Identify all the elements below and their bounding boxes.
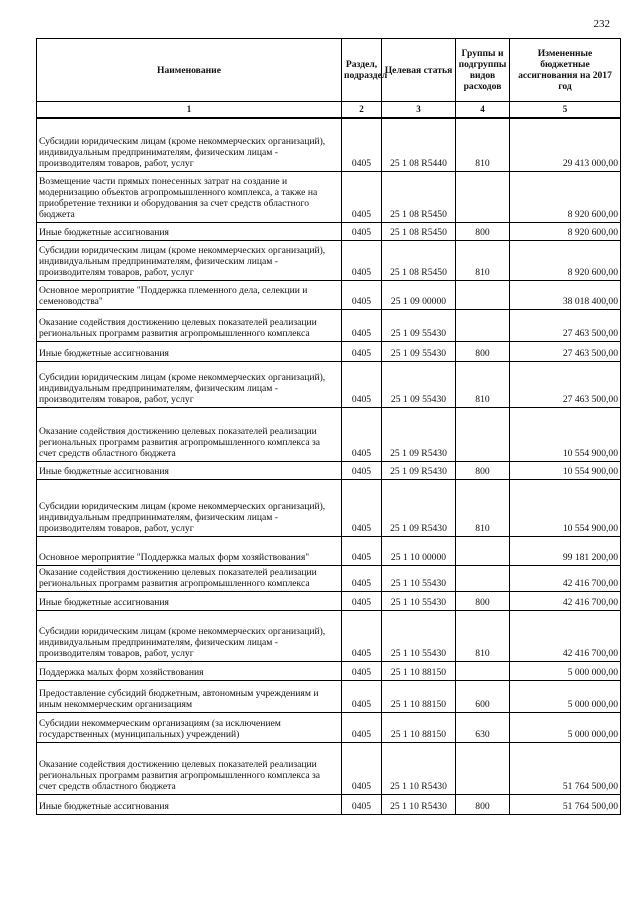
table-row: [37, 361, 621, 407]
cell-group: 800: [456, 591, 510, 610]
cell-amount: 99 181 200,00: [510, 536, 621, 565]
cell-group: 810: [456, 240, 510, 280]
cell-group: [456, 536, 510, 565]
cell-section: 0405: [342, 461, 382, 479]
cell-name: Поддержка малых форм хозяйствования: [37, 661, 342, 680]
header-amount: Измененные бюджетные ассигнования на 2017 год: [510, 39, 621, 102]
table-row: [37, 591, 621, 610]
cell-name: Оказание содействия достижению целевых показателей реализации региональных программ развития агропромышленного комплекса: [37, 309, 342, 341]
cell-target: 25 1 08 R5440: [382, 118, 456, 171]
cell-group: 800: [456, 341, 510, 361]
cell-amount: 5 000 000,00: [510, 661, 621, 680]
cell-name: Иные бюджетные ассигнования: [37, 591, 342, 610]
cell-section: 0405: [342, 794, 382, 814]
table-row: [37, 712, 621, 742]
cell-target: 25 1 10 88150: [382, 680, 456, 712]
cell-name: Иные бюджетные ассигнования: [37, 341, 342, 361]
cell-target: 25 1 09 00000: [382, 280, 456, 309]
cell-target: 25 1 08 R5450: [382, 171, 456, 222]
cell-target: 25 1 09 55430: [382, 309, 456, 341]
cell-section: 0405: [342, 680, 382, 712]
cell-section: 0405: [342, 309, 382, 341]
table-row: [37, 680, 621, 712]
cell-amount: 10 554 900,00: [510, 461, 621, 479]
cell-section: 0405: [342, 479, 382, 536]
cell-group: 810: [456, 479, 510, 536]
cell-amount: 10 554 900,00: [510, 407, 621, 461]
column-number: 5: [510, 102, 621, 119]
cell-group: [456, 661, 510, 680]
cell-section: 0405: [342, 118, 382, 171]
cell-name: Предоставление субсидий бюджетным, автономным учреждениям и иным некоммерческим организациям: [37, 680, 342, 712]
cell-amount: 5 000 000,00: [510, 680, 621, 712]
cell-target: 25 1 10 55430: [382, 591, 456, 610]
cell-group: 800: [456, 461, 510, 479]
cell-amount: 51 764 500,00: [510, 742, 621, 794]
table-row: [37, 309, 621, 341]
cell-target: 25 1 08 R5450: [382, 240, 456, 280]
header-section: Раздел, подраздел: [342, 39, 382, 102]
header-group: Группы и подгруппы видов расходов: [456, 39, 510, 102]
table-row: [37, 610, 621, 661]
cell-section: 0405: [342, 171, 382, 222]
cell-section: 0405: [342, 742, 382, 794]
cell-group: [456, 171, 510, 222]
cell-group: 630: [456, 712, 510, 742]
column-number-row: [37, 102, 621, 119]
cell-name: Иные бюджетные ассигнования: [37, 461, 342, 479]
cell-amount: 42 416 700,00: [510, 610, 621, 661]
column-number: 4: [456, 102, 510, 119]
cell-section: 0405: [342, 407, 382, 461]
cell-target: 25 1 09 R5430: [382, 479, 456, 536]
cell-name: Субсидии юридическим лицам (кроме некоммерческих организаций), индивидуальным предпринимателям, физическим лицам - производителям товаров, работ, услуг: [37, 479, 342, 536]
cell-group: [456, 280, 510, 309]
table-row: [37, 794, 621, 814]
cell-section: 0405: [342, 565, 382, 591]
cell-amount: 42 416 700,00: [510, 565, 621, 591]
cell-amount: 27 463 500,00: [510, 341, 621, 361]
cell-group: 810: [456, 118, 510, 171]
cell-name: Основное мероприятие "Поддержка малых форм хозяйствования": [37, 536, 342, 565]
cell-target: 25 1 10 R5430: [382, 794, 456, 814]
cell-group: [456, 742, 510, 794]
cell-group: 600: [456, 680, 510, 712]
cell-name: Оказание содействия достижению целевых показателей реализации региональных программ развития агропромышленного комплекса за счет средств областного бюджета: [37, 742, 342, 794]
cell-amount: 5 000 000,00: [510, 712, 621, 742]
cell-amount: 38 018 400,00: [510, 280, 621, 309]
table-row: [37, 341, 621, 361]
cell-name: Иные бюджетные ассигнования: [37, 794, 342, 814]
table-row: [37, 407, 621, 461]
table-body: [37, 118, 621, 814]
cell-amount: 27 463 500,00: [510, 309, 621, 341]
cell-section: 0405: [342, 341, 382, 361]
table-row: [37, 222, 621, 240]
cell-name: Основное мероприятие "Поддержка племенного дела, селекции и семеноводства": [37, 280, 342, 309]
cell-amount: 8 920 600,00: [510, 240, 621, 280]
cell-amount: 29 413 000,00: [510, 118, 621, 171]
cell-group: 800: [456, 222, 510, 240]
table-row: [37, 171, 621, 222]
cell-amount: 10 554 900,00: [510, 479, 621, 536]
cell-group: 810: [456, 361, 510, 407]
cell-section: 0405: [342, 280, 382, 309]
cell-name: Возмещение части прямых понесенных затрат на создание и модернизацию объектов агропромышленного комплекса, а также на приобретение техники и оборудования за счет средств областного бюджета: [37, 171, 342, 222]
cell-target: 25 1 09 55430: [382, 341, 456, 361]
table-row: [37, 536, 621, 565]
budget-table: [36, 38, 621, 815]
cell-name: Субсидии юридическим лицам (кроме некоммерческих организаций), индивидуальным предпринимателям, физическим лицам - производителям товаров, работ, услуг: [37, 610, 342, 661]
header-name: Наименование: [37, 39, 342, 102]
cell-target: 25 1 09 R5430: [382, 407, 456, 461]
cell-target: 25 1 10 R5430: [382, 742, 456, 794]
cell-section: 0405: [342, 661, 382, 680]
cell-group: 800: [456, 794, 510, 814]
cell-section: 0405: [342, 712, 382, 742]
cell-group: [456, 565, 510, 591]
table-header-row: [37, 39, 621, 102]
cell-target: 25 1 09 55430: [382, 361, 456, 407]
table-row: [37, 565, 621, 591]
cell-amount: 8 920 600,00: [510, 222, 621, 240]
cell-amount: 51 764 500,00: [510, 794, 621, 814]
cell-section: 0405: [342, 610, 382, 661]
page-number: 232: [593, 18, 610, 30]
cell-target: 25 1 09 R5430: [382, 461, 456, 479]
cell-target: 25 1 10 55430: [382, 610, 456, 661]
cell-target: 25 1 08 R5450: [382, 222, 456, 240]
cell-name: Субсидии юридическим лицам (кроме некоммерческих организаций), индивидуальным предпринимателям, физическим лицам - производителям товаров, работ, услуг: [37, 240, 342, 280]
cell-section: 0405: [342, 536, 382, 565]
cell-name: Оказание содействия достижению целевых показателей реализации региональных программ развития агропромышленного комплекса за счет средств областного бюджета: [37, 407, 342, 461]
cell-name: Субсидии юридическим лицам (кроме некоммерческих организаций), индивидуальным предпринимателям, физическим лицам - производителям товаров, работ, услуг: [37, 118, 342, 171]
table-row: [37, 742, 621, 794]
cell-name: Иные бюджетные ассигнования: [37, 222, 342, 240]
cell-amount: 42 416 700,00: [510, 591, 621, 610]
column-number: 3: [382, 102, 456, 119]
cell-group: [456, 407, 510, 461]
table-row: [37, 280, 621, 309]
column-number: 1: [37, 102, 342, 119]
cell-amount: 8 920 600,00: [510, 171, 621, 222]
cell-target: 25 1 10 88150: [382, 661, 456, 680]
cell-target: 25 1 10 00000: [382, 536, 456, 565]
cell-section: 0405: [342, 591, 382, 610]
cell-section: 0405: [342, 361, 382, 407]
table-row: [37, 479, 621, 536]
cell-name: Оказание содействия достижению целевых показателей реализации региональных программ развития агропромышленного комплекса: [37, 565, 342, 591]
cell-name: Субсидии некоммерческим организациям (за исключением государственных (муниципальных) учреждений): [37, 712, 342, 742]
table-row: [37, 118, 621, 171]
table-row: [37, 461, 621, 479]
cell-name: Субсидии юридическим лицам (кроме некоммерческих организаций), индивидуальным предпринимателям, физическим лицам - производителям товаров, работ, услуг: [37, 361, 342, 407]
column-number: 2: [342, 102, 382, 119]
table-row: [37, 240, 621, 280]
table-row: [37, 661, 621, 680]
cell-group: 810: [456, 610, 510, 661]
cell-target: 25 1 10 88150: [382, 712, 456, 742]
cell-target: 25 1 10 55430: [382, 565, 456, 591]
cell-amount: 27 463 500,00: [510, 361, 621, 407]
cell-group: [456, 309, 510, 341]
cell-section: 0405: [342, 222, 382, 240]
cell-section: 0405: [342, 240, 382, 280]
header-target: Целевая статья: [382, 39, 456, 102]
